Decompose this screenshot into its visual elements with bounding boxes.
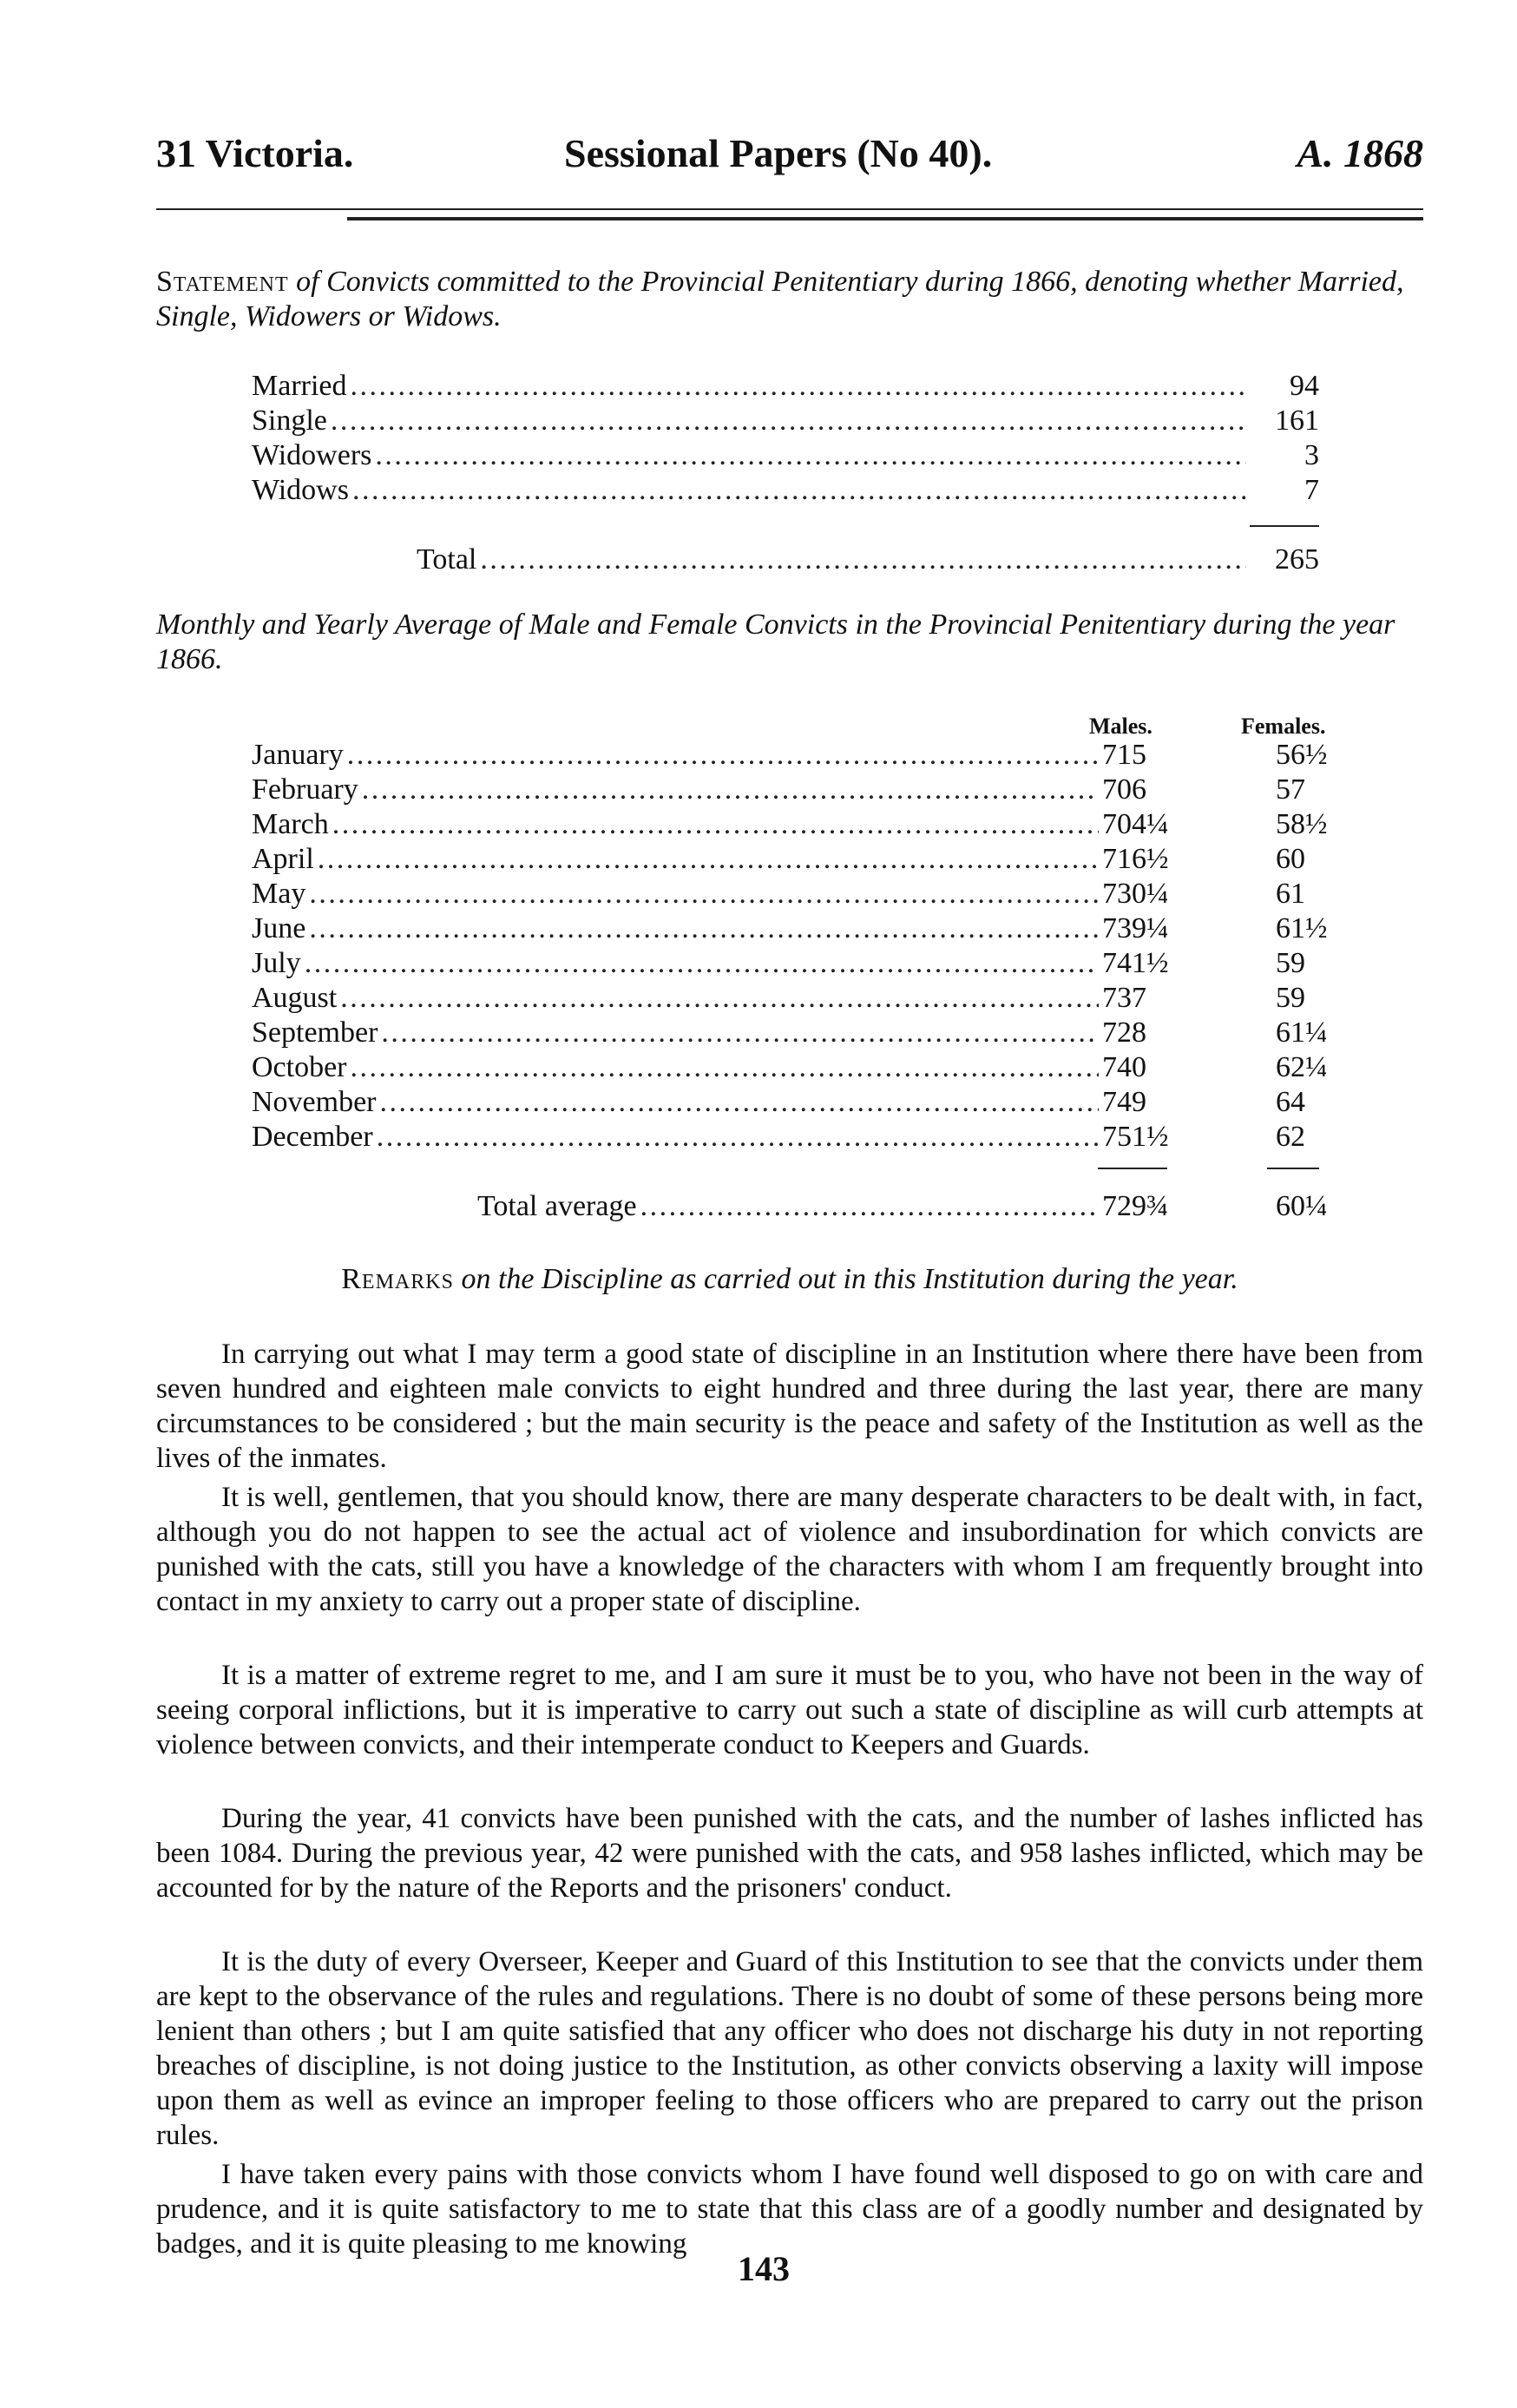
col-header-males: Males. [1089, 714, 1153, 739]
monthly-total-label: Total average [477, 1190, 637, 1222]
month-row [252, 807, 1354, 842]
statement-label: Married [252, 370, 347, 402]
remarks-paragraph: It is well, gentlemen, that you should know, there are many desperate characters to be dealt with, in fact, although you do not happen to see the actual act of violence and insubordination for which convicts are punished with the cats, still you have a knowledge of the characters with whom I am frequently brought into contact in my anxiety to carry out a proper state of discipline. [156, 1482, 1423, 1617]
dot-leader [351, 1050, 1099, 1085]
sum-rule-males [1098, 1168, 1167, 1169]
month-males: 741½ [1102, 947, 1169, 979]
month-label: August [252, 982, 338, 1014]
statement-caption [156, 265, 1423, 334]
month-males: 706 [1102, 773, 1146, 806]
dot-leader [309, 877, 1099, 911]
month-females: 57 [1276, 773, 1305, 806]
month-males: 737 [1102, 982, 1146, 1014]
monthly-total-females: 60¼ [1276, 1190, 1328, 1222]
dot-leader [381, 1016, 1099, 1050]
dot-leader [480, 543, 1246, 577]
month-males: 749 [1102, 1086, 1146, 1118]
statement-value: 7 [1304, 474, 1319, 506]
statement-value: 161 [1275, 405, 1319, 437]
dot-leader [318, 842, 1099, 877]
month-males: 740 [1102, 1051, 1146, 1083]
remarks-title-text: on the Discipline as carried out in this Institution during the year. [461, 1263, 1238, 1295]
month-males: 704¼ [1102, 808, 1169, 840]
month-row [252, 738, 1354, 773]
month-label: April [252, 843, 314, 875]
dot-leader [351, 369, 1246, 404]
dot-leader [380, 1085, 1099, 1120]
month-males: 730¼ [1102, 878, 1169, 910]
dot-leader [340, 981, 1099, 1016]
statement-value: 3 [1304, 439, 1319, 471]
statement-total-row [417, 543, 1319, 577]
month-females: 61 [1276, 878, 1305, 910]
month-females: 58½ [1276, 808, 1328, 840]
statement-label: Single [252, 405, 327, 437]
statement-total-label: Total [417, 543, 477, 576]
month-label: June [252, 912, 306, 944]
statement-caption-lead: Statement [156, 266, 289, 298]
month-females: 59 [1276, 982, 1305, 1014]
header-sessional-papers: Sessional Papers (No 40). [564, 131, 993, 175]
month-females: 61½ [1276, 912, 1328, 944]
month-label: January [252, 739, 344, 771]
dot-leader [352, 473, 1246, 508]
month-males: 715 [1102, 739, 1146, 771]
dot-leader [377, 1120, 1099, 1155]
sum-rule [1250, 525, 1319, 527]
month-females: 62 [1276, 1121, 1305, 1153]
remarks-title-lead: Remarks [341, 1263, 454, 1295]
dot-leader [640, 1189, 1099, 1224]
month-label: February [252, 773, 358, 806]
monthly-total-males: 729¾ [1102, 1190, 1169, 1222]
monthly-caption [156, 608, 1423, 677]
remarks-title [156, 1263, 1423, 1296]
month-row [252, 981, 1354, 1016]
dot-leader [309, 911, 1099, 946]
statement-label: Widows [252, 474, 349, 506]
month-row [252, 773, 1354, 807]
month-row [252, 1016, 1354, 1050]
statement-label: Widowers [252, 439, 372, 471]
monthly-caption-text: Monthly and Yearly Average of Male and Female Convicts in the Provincial Penitentiary during the year 1866. [156, 609, 1396, 675]
dot-leader [305, 946, 1099, 981]
statement-row [252, 438, 1319, 473]
month-label: May [252, 878, 306, 910]
month-row [252, 1085, 1354, 1120]
month-row [252, 877, 1354, 911]
month-females: 64 [1276, 1086, 1305, 1118]
month-row [252, 946, 1354, 981]
month-label: July [252, 947, 301, 979]
remarks-paragraph: I have taken every pains with those convicts whom I have found well disposed to go on with care and prudence, and it is quite satisfactory to me to state that this class are of a goodly number and designated by badges, and it is quite pleasing to me knowing [156, 2159, 1423, 2260]
month-label: October [252, 1051, 347, 1083]
sum-rule-females [1267, 1168, 1319, 1169]
month-males: 728 [1102, 1016, 1146, 1049]
dot-leader [332, 807, 1099, 842]
running-header [156, 130, 1423, 191]
statement-row [252, 369, 1319, 404]
remarks-paragraph: It is a matter of extreme regret to me, and I am sure it must be to you, who have not been in the way of seeing corporal inflictions, but it is imperative to carry out such a state of discipline as will curb attempts at violence between convicts, and their intemperate conduct to Keepers and Guards. [156, 1660, 1423, 1760]
month-females: 56½ [1276, 739, 1328, 771]
page-number: 143 [738, 2249, 790, 2288]
monthly-total-row [477, 1189, 1354, 1224]
dot-leader [347, 738, 1099, 773]
month-label: November [252, 1086, 377, 1118]
month-label: December [252, 1121, 373, 1153]
month-females: 61¼ [1276, 1016, 1328, 1049]
header-rule-thick [347, 217, 1423, 220]
month-males: 739¼ [1102, 912, 1169, 944]
dot-leader [362, 773, 1099, 807]
statement-total-value: 265 [1275, 543, 1319, 576]
header-regnal-year: 31 Victoria. [156, 131, 354, 175]
month-females: 60 [1276, 843, 1305, 875]
month-females: 62¼ [1276, 1051, 1328, 1083]
dot-leader [375, 438, 1246, 473]
statement-row [252, 473, 1319, 508]
month-row [252, 842, 1354, 877]
statement-row [252, 404, 1319, 438]
header-year: A. 1868 [1297, 131, 1423, 175]
statement-value: 94 [1290, 370, 1319, 402]
remarks-paragraph: It is the duty of every Overseer, Keeper and Guard of this Institution to see that the convicts under them are kept to the observance of the rules and regulations. There is no doubt of some of these persons being more lenient than others ; but I am quite satisfied that any officer who does not discharge his duty in not reporting breaches of discipline, is not doing justice to the Institution, as other convicts observing a laxity will impose upon them as well as evince an improper feeling to those officers who are prepared to carry out the prison rules. [156, 1946, 1423, 2151]
month-label: September [252, 1016, 378, 1049]
month-females: 59 [1276, 947, 1305, 979]
month-row [252, 1050, 1354, 1085]
header-rule [156, 208, 1423, 210]
col-header-females: Females. [1241, 714, 1326, 739]
remarks-paragraph: In carrying out what I may term a good state of discipline in an Institution where there have been from seven hundred and eighteen male convicts to eight hundred and three during the last year, there are many circumstances to be considered ; but the main security is the peace and safety of the Institution as well as the lives of the inmates. [156, 1339, 1423, 1474]
month-label: March [252, 808, 329, 840]
month-row [252, 911, 1354, 946]
remarks-paragraph: During the year, 41 convicts have been punished with the cats, and the number of lashes inflicted has been 1084. During the previous year, 42 were punished with the cats, and 958 lashes inflicted, which may be accounted for by the nature of the Reports and the prisoners' conduct. [156, 1803, 1423, 1904]
month-males: 716½ [1102, 843, 1169, 875]
month-row [252, 1120, 1354, 1155]
dot-leader [331, 404, 1246, 438]
month-males: 751½ [1102, 1121, 1169, 1153]
statement-caption-text: of Convicts committed to the Provincial Penitentiary during 1866, denoting whether Married, Single, Widowers or Widows. [156, 266, 1404, 332]
